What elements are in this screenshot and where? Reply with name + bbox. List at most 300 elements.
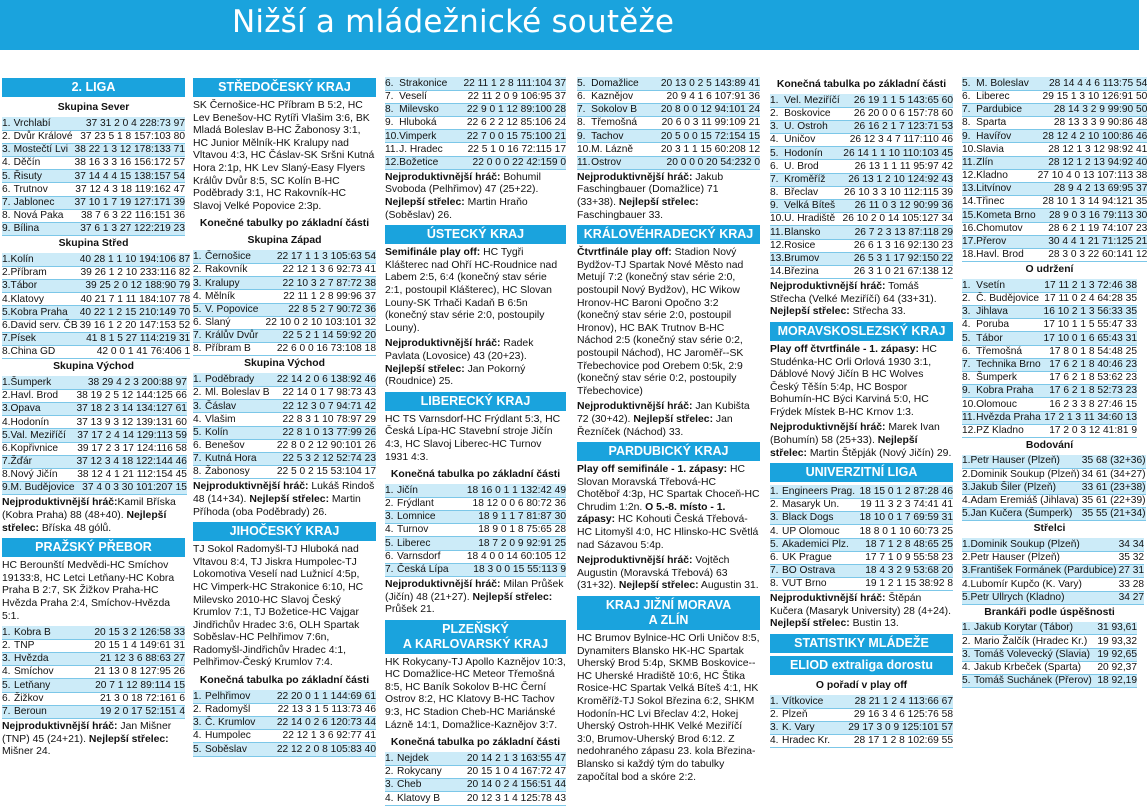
rank-cell: 13. [770,253,785,265]
rank-cell: 4. [962,661,974,674]
table-row [193,413,376,426]
rank-cell: 2. [962,635,974,648]
rank-cell: 9. [962,130,976,143]
rank-cell: 4. [193,730,205,743]
stats-cell: 26 10 3 3 10 112:115 39 [840,186,953,199]
table-row [962,398,1137,411]
team-cell: Tábor [976,332,1041,345]
stats-cell: 20 15 1 0 4 167:72 47 [449,765,566,778]
standings-table [193,373,376,479]
standings-table [577,77,760,170]
team-cell: Cheb [397,779,449,792]
rank-cell: 1. [193,690,205,703]
stats-cell: 17 6 2 1 8 53:62 23 [1041,371,1137,384]
table-row [577,156,760,169]
stats-cell: 26 6 1 3 16 92:130 23 [840,239,953,252]
stats-cell: 26 10 2 0 14 105:127 34 [840,213,953,226]
table-row [193,716,376,729]
rank-cell: 11. [577,156,591,168]
team-cell: Čáslav [205,400,272,413]
standings-table [962,77,1147,262]
team-cell: Litvínov [976,183,1035,196]
table-row [2,482,187,495]
rank-cell: 1. [2,626,14,639]
stats-cell: 18 7 1 2 8 48:65 25 [856,538,953,551]
stats-cell: 22 11 1 2 8 99:96 37 [260,290,376,303]
team-cell: Kladno [976,169,1035,182]
stats-cell: 22 9 0 1 12 89:100 28 [452,103,566,116]
table-row [577,130,760,143]
stats-cell: 20 0 0 0 20 54:232 0 [645,156,760,169]
stats-cell: 17 10 1 1 5 55:47 33 [1041,319,1137,332]
team-cell: Radomyšl [205,703,262,716]
stats-cell: 26 13 1 2 10 124:92 43 [840,173,953,186]
paragraph [193,544,376,670]
stats-cell: 38 16 3 3 16 156:172 57 [74,157,185,169]
team-cell: Mělník [205,290,260,303]
text-run: Martin Příhoda (oba Poděbrady) 26. [193,493,361,518]
table-row [193,329,376,342]
team-cell: Brumov [784,252,840,265]
rank-cell: 5. [962,675,974,688]
stats-cell: 29 17 3 0 9 125:101 57 [835,721,953,734]
stats-cell: 18 3 0 0 15 55:113 9 [454,563,566,576]
rank-cell: 4. [193,413,205,426]
team-cell: Bílina [14,223,73,236]
stats-cell: 18 4 3 2 9 53:68 20 [856,564,953,577]
paragraph [770,344,953,420]
stats-cell: 35 55 (21+34) [1081,508,1146,520]
team-cell: Králův Dvůr [205,330,259,342]
paragraph [385,247,566,335]
bold-label: Nejlepší střelec: [618,197,699,208]
table-row [193,303,376,316]
rank-cell: 9. [2,223,14,236]
stats-cell: 22 12 1 3 6 92:73 41 [260,264,376,277]
team-cell: Pardubice [976,103,1035,116]
stats-cell: 26 11 0 3 12 90:99 36 [840,200,953,213]
stats-cell: 17 2 0 3 12 41:81 9 [1041,424,1137,437]
rank-cell: 7. [770,564,782,577]
team-cell: Žďár [11,455,75,468]
stats-cell: 19 92,65 [1094,648,1137,661]
table-row [962,538,1144,551]
team-cell: Kolín [205,426,272,439]
team-cell: Vsetín [976,279,1041,292]
stats-cell: 29 15 1 3 10 126:91 50 [1036,90,1147,103]
team-cell: Blansko [784,226,840,239]
table-row [193,277,376,290]
paragraph [770,422,953,460]
table-row [962,675,1137,688]
table-row [962,424,1137,437]
table-row [385,550,566,563]
bold-label: Nejproduktivnější hráč: [2,720,118,732]
paragraph [2,560,185,623]
team-cell: Havl. Brod [11,389,75,402]
table-row [962,508,1146,521]
bold-label: Nejlepší střelec: [618,580,699,592]
team-cell: Hvězda Praha [976,411,1041,423]
rank-cell: 1. [770,94,784,107]
table-caption: Konečná tabulka po základní části [776,79,947,90]
team-cell: BO Ostrava [782,564,856,577]
table-row [385,117,566,130]
table-row [577,143,760,156]
rank-cell: 10. [577,143,592,155]
text-run: HC Berounští Medvědi-HC Smíchov 19133:8, HC Letci Letňany-HC Kobra Praha B 2:7, SK Žižkov Praha-HC Hvězda Praha 2:4, Smíchov-Hvězda 5:1. [2,560,175,622]
rank-cell: 11. [770,226,784,238]
team-cell: Liberec [397,537,454,550]
stats-cell: 22 14 0 1 7 98:73 43 [272,387,376,400]
rank-cell: 17. [962,236,977,248]
text-run: Tomáš Střecha (Velké Meziříčí) 64 (33+31). [770,281,937,305]
stats-cell: 22 14 2 0 6 138:92 46 [272,373,376,386]
rank-cell: 6. [385,550,397,563]
text-run: HC Brumov Bylnice-HC Orli Uničov 8:5, Dynamiters Blansko HK-HC Spartak Uherský Brod 5:4p, SKMB Boskovice--HC Uherské Hradiště 10:6, HC Štika Rosice-HC Spartak Velká Bíteš 4:1, HK Kroměříž-TJ Sokol Březina 6:2, SHKM Hodonín-HC Lvi Břeclav 4:2, Hokej Uherský Ostroh-HHK Velké Meziříčí 3:0, Brumov-Uherský Brod 6:12. Z nedohraného zápasu 23. kola Březina-Blansko si každý tým do tabulky započítal bod a skóre 2:2. [577,633,760,783]
team-cell: Beroun [14,705,65,718]
stats-cell: 28 12 4 2 10 100:86 46 [1036,130,1147,143]
rank-cell: 6. [2,183,14,196]
rank-cell: 12. [770,239,785,251]
stats-cell: 28 12 1 3 12 98:92 41 [1036,143,1147,156]
team-cell: Pelhřimov [205,690,262,703]
team-cell: Akademici Plz. [782,538,856,551]
table-row [2,183,185,196]
stats-cell: 28 3 0 3 22 60:141 12 [1036,248,1147,261]
bold-label: Čtvrtfinále play off: [577,247,672,259]
team-cell: Opava [11,403,75,416]
stats-cell: 17 8 0 1 8 54:48 25 [1041,345,1137,358]
team-cell: Olomouc [976,398,1041,411]
table-row [962,622,1137,635]
team-cell: Liberec [976,90,1035,103]
stats-cell: 19 93,32 [1094,635,1137,648]
stats-cell: 22 0 0 0 22 42:159 0 [452,156,566,169]
stats-cell: 22 6 0 0 16 73:108 18 [260,343,376,356]
stats-cell: 20 7 1 12 89:114 15 [65,679,185,692]
stats-cell: 39 25 2 0 12 188:90 79 [78,280,190,293]
section-header [385,620,566,654]
table-row [770,134,953,147]
table-row [2,403,187,416]
team-cell: M. Boleslav [976,77,1035,90]
stats-cell: 20 13 0 2 5 143:89 41 [645,77,760,90]
team-cell: Březina [784,265,840,278]
section-header: STŘEDOČESKÝ KRAJ [193,78,376,97]
rank-cell: 9. [2,482,11,494]
paragraph [577,401,760,439]
table-row [962,411,1137,424]
team-cell: PZ Kladno [976,424,1041,437]
table-row [962,292,1137,305]
bold-label: Nejlepší střelec: [2,509,167,534]
bold-label: Nejlepší střelec: [385,197,465,208]
rank-cell: 4. [385,792,397,805]
team-cell: Mario Žalčík (Hradec Kr.) [974,635,1094,648]
table-row [2,170,185,183]
team-cell: Poděbrady [205,373,272,386]
table-row [962,306,1137,319]
team-cell: Plzeň [782,708,835,721]
rank-cell: 7. [962,103,976,116]
stats-cell: 28 9 0 3 16 79:113 30 [1036,209,1147,222]
table-caption: Skupina Sever [57,102,130,113]
standings-table [385,484,566,577]
table-row [962,565,1144,578]
team-cell: Humpolec [205,730,262,743]
rank-cell: 8. [577,117,591,130]
rank-cell: 3. [770,721,782,734]
stats-cell: 40 21 7 1 11 184:107 78 [78,293,190,306]
section-header: ELIOD extraliga dorostu [770,656,953,675]
rank-cell: 5. [770,147,784,160]
team-cell: Nový Jičín [11,469,75,482]
table-row [2,666,185,679]
team-cell: Engineers Prag. [782,485,856,497]
table-row [770,226,953,239]
team-cell: Tomáš Suchánek (Přerov) [974,675,1094,688]
team-cell: Tomáš Volevecký (Slavia) [974,648,1094,661]
text-run: Kamil Bříska (Kobra Praha) 88 (48+40). [2,497,176,521]
table-row [2,293,190,306]
stats-cell: 22 11 2 0 9 106:95 37 [452,90,566,103]
table-row [962,494,1146,507]
table-row [770,538,953,551]
rank-cell: 1. [193,373,205,386]
stats-cell: 33 61 (23+38) [1081,482,1146,494]
team-cell: Č. Krumlov [205,716,262,729]
rank-cell: 8. [193,343,205,356]
table-row [385,103,566,116]
team-cell: Soběslav [205,743,262,756]
stats-cell: 26 7 2 3 13 87:118 29 [840,226,953,239]
table-row [770,708,953,721]
team-cell: Klatovy [11,293,78,306]
rank-cell: 3. [193,400,205,413]
stats-cell: 21 13 0 8 127:95 26 [65,666,185,679]
table-row [193,426,376,439]
rank-cell: 4. [962,578,971,590]
rank-cell: 3. [962,482,971,494]
table-row [193,343,376,356]
stats-cell: 37 10 1 7 19 127:171 39 [74,196,185,208]
table-row [770,512,953,525]
team-cell: Přerov [976,235,1035,248]
stats-cell: 35 68 (32+36) [1081,455,1146,467]
team-cell: Hodonín [784,147,840,160]
table-row [385,537,566,550]
bold-label: Nejlepší střelec: [472,591,553,603]
table-row [770,107,953,120]
stats-cell: 37 17 2 4 14 129:113 59 [75,429,187,442]
rank-cell: 14. [770,266,785,278]
table-row [962,635,1137,648]
column-3 [385,77,566,804]
text-run: HC Slovan Moravská Třebová-HC Chotěboř 4:3p, HC Spartak Choceň-HC Chrudim 1:2n. [577,464,760,513]
text-run: Střecha 33. [849,306,906,318]
stats-cell: 22 14 0 2 6 120:73 44 [262,716,376,729]
text-run: Marek Ivan (Bohumín) 58 (25+33). [770,422,940,447]
rank-cell: 4. [770,134,784,147]
rank-cell: 5. [962,332,976,345]
team-cell: Dominik Soukup (Plzeň) [970,468,1080,480]
table-row [2,626,185,639]
stats-cell: 19 1 2 1 15 38:92 8 [856,578,953,591]
rank-cell: 5. [2,679,14,692]
standings-table [962,538,1144,604]
table-row [2,469,187,482]
stats-cell: 17 10 0 1 6 65:43 31 [1041,332,1137,345]
text-run: Stadion Nový Bydžov-TJ Spartak Nové Město nad Metují 7:2 (konečný stav série 2:0, postoupil Nový Bydžov), HC Wikow Hronov-HC Baroni Opočno 3:2 (konečný stav série 2:0, postoupil Hronov), HC BAK Trutnov B-HC Náchod 2:5 (konečný stav série 0:2, postoupil Náchod), HC Jaroměř--SK Třebechovice pod Orebem 0:5k, 2:9 (konečný stav série 0:2, postoupily Třebechovice) [577,247,744,397]
rank-cell: 6. [193,439,205,452]
team-cell: Velká Bíteš [784,200,840,213]
table-row [962,196,1147,209]
rank-cell: 7. [2,333,11,345]
team-cell: Jablonec [14,196,73,209]
table-row [770,147,953,160]
rank-cell: 4. [770,525,782,538]
table-row [2,442,187,455]
stats-cell: 26 13 1 1 11 95:97 42 [840,160,953,173]
table-caption: Konečné tabulky po základní části [199,218,370,230]
table-row [770,120,953,133]
table-caption: O pořadí v play off [815,680,908,692]
team-cell: David serv. ČB [10,319,78,331]
stats-cell: 38 7 6 3 22 116:151 36 [73,209,185,222]
table-row [2,280,190,293]
paragraph [577,464,760,552]
team-cell: Ostrov [591,156,645,169]
stats-cell: 18 10 0 1 7 69:59 31 [856,512,953,525]
section-header: PRAŽSKÝ PŘEBOR [2,538,185,557]
rank-cell: 9. [962,385,976,398]
stats-cell: 19 11 3 2 3 74:41 41 [856,498,953,511]
table-row [385,143,566,156]
stats-cell: 27 31 [1118,565,1145,577]
table-row [193,316,376,329]
table-row [2,429,187,442]
paragraph [2,497,185,535]
rank-cell: 11. [962,156,976,168]
team-cell: Vrchlabí [14,117,73,130]
stats-cell: 29 16 3 4 6 125:76 58 [835,708,953,721]
section-header: MORAVSKOSLEZSKÝ KRAJ [770,322,953,341]
stats-cell: 17 6 2 1 8 40:46 23 [1041,358,1137,371]
table-row [2,653,185,666]
section-header: ÚSTECKÝ KRAJ [385,225,566,244]
team-cell: Písek [11,332,78,345]
stats-cell: 31 93,61 [1094,622,1137,635]
bold-label: Nejlepší střelec: [385,363,465,375]
team-cell: Žižkov [14,692,65,705]
team-cell: Tachov [591,130,645,143]
text-run: Faschingbauer 33. [577,209,664,221]
table-caption: Konečná tabulka po základní části [390,737,561,749]
table-row [2,455,187,468]
table-row [385,484,566,497]
team-cell: Chomutov [976,222,1035,235]
rank-cell: 3. [770,512,782,525]
table-row [770,695,953,708]
table-row [2,117,185,130]
table-row [770,265,953,278]
rank-cell: 6. [770,551,782,564]
table-row [2,389,187,402]
table-row [770,200,953,213]
team-cell: Tábor [11,280,78,293]
team-cell: Č. Budějovice [976,292,1041,305]
section-header: PARDUBICKÝ KRAJ [577,442,760,461]
paragraph [577,172,760,222]
rank-cell: 5. [2,306,11,318]
rank-cell: 6. [2,319,11,331]
team-cell: Masaryk Un. [782,498,856,511]
text-run: Martin Štěpják (Nový Jičín) 29. [806,447,952,459]
stats-cell: 22 5 1 0 16 72:115 17 [452,143,566,156]
stats-cell: 22 17 1 1 3 105:63 54 [260,250,376,263]
team-cell: Domažlice [591,77,645,90]
table-row [385,779,566,792]
team-cell: Benešov [205,439,272,452]
team-cell: Ml. Boleslav B [205,387,272,400]
table-caption: Konečná tabulka po základní části [390,469,561,481]
rank-cell: 14. [962,196,977,208]
paragraph [385,579,566,617]
rank-cell: 4. [193,290,205,303]
standings-table [385,752,566,805]
paragraph [385,657,566,733]
rank-cell: 7. [385,90,399,103]
rank-cell: 10. [385,130,400,142]
bold-label: Nejlepší střelec: [770,618,850,630]
team-cell: Třemošná [976,345,1041,358]
rank-cell: 6. [2,692,14,705]
stats-cell: 18 8 0 1 10 60:73 25 [856,525,953,538]
team-cell: Hluboká [399,117,452,130]
rank-cell: 4. [2,293,11,305]
stats-cell: 22 12 3 0 7 94:71 42 [272,400,376,413]
bold-label: Semifinále play off: [385,247,481,259]
standings-table [193,250,376,356]
table-row [2,196,185,209]
text-run: Martin Hraňo (Soběslav) 26. [385,197,528,221]
standings-table [193,690,376,756]
team-cell: Božetice [399,156,452,169]
rank-cell: 12. [962,424,977,436]
table-row [193,690,376,703]
stats-cell: 22 11 1 2 8 111:104 37 [452,77,566,90]
stats-cell: 22 13 3 1 5 113:73 46 [262,703,376,716]
table-row [193,452,376,465]
table-caption: Bodování [1025,439,1074,451]
page-title: Nižší a mládežnické soutěže [232,4,675,40]
table-row [385,510,566,523]
stats-cell: 28 6 2 1 19 74:107 23 [1036,222,1147,235]
table-row [962,661,1137,674]
team-cell: Černošice [205,250,260,263]
text-run: Augustin 31. [698,580,759,592]
bold-label: Nejproduktivnější hráč: [385,338,501,350]
rank-cell: 4. [2,416,11,428]
stats-cell: 20 6 0 3 11 99:109 21 [645,117,760,130]
paragraph [577,555,760,593]
rank-cell: 16. [962,222,977,234]
team-cell: Zlín [976,156,1035,169]
stats-cell: 22 5 0 2 15 53:104 17 [272,466,376,479]
standings-table [2,253,190,359]
stats-cell: 38 22 1 3 12 178:133 71 [74,144,185,156]
